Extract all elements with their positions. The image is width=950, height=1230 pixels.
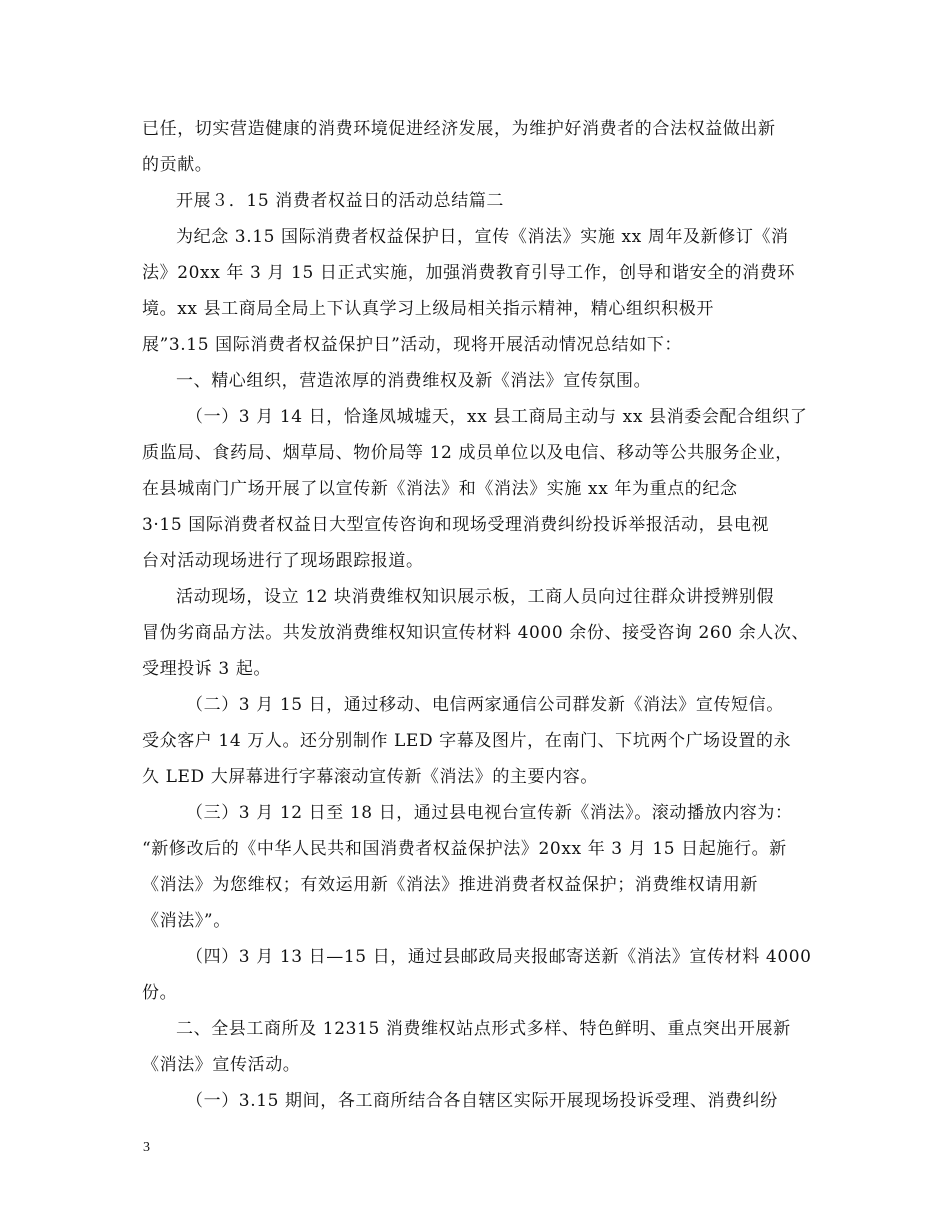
- text-line: 3·15 国际消费者权益日大型宣传咨询和现场受理消费纠纷投诉举报活动，县电视: [142, 515, 770, 535]
- text-line: 《消法》”。: [142, 911, 231, 931]
- text-line: （一）3 月 14 日，恰逢凤城墟天，xx 县工商局主动与 xx 县消委会配合组织了: [186, 407, 808, 427]
- text-line: 受众客户 14 万人。还分别制作 LED 字幕及图片，在南门、下坑两个广场设置的永: [142, 731, 792, 751]
- text-line: 份。: [142, 983, 178, 1003]
- page-number: 3: [143, 1140, 150, 1155]
- text-line: 活动现场，设立 12 块消费维权知识展示板，工商人员向过往群众讲授辨别假: [176, 587, 775, 607]
- text-line: 的贡献。: [142, 155, 213, 175]
- text-line: 一、精心组织，营造浓厚的消费维权及新《消法》宣传氛围。: [176, 371, 652, 391]
- text-line: 《消法》宣传活动。: [142, 1055, 301, 1075]
- text-line: （三）3 月 12 日至 18 日，通过县电视台宣传新《消法》。滚动播放内容为：: [186, 803, 793, 823]
- text-line: 《消法》为您维权；有效运用新《消法》推进消费者权益保护；消费维权请用新: [142, 875, 758, 895]
- text-line: 受理投诉 3 起。: [142, 659, 272, 679]
- text-line: 已任，切实营造健康的消费环境促进经济发展，为维护好消费者的合法权益做出新: [142, 119, 776, 139]
- text-line: 质监局、食药局、烟草局、物价局等 12 成员单位以及电信、移动等公共服务企业，: [142, 443, 793, 463]
- text-line: 为纪念 3.15 国际消费者权益保护日，宣传《消法》实施 xx 周年及新修订《消: [176, 227, 789, 247]
- text-line: 二、全县工商所及 12315 消费维权站点形式多样、特色鲜明、重点突出开展新: [176, 1019, 791, 1039]
- text-line: 在县城南门广场开展了以宣传新《消法》和《消法》实施 xx 年为重点的纪念: [142, 479, 738, 499]
- section-heading: 开展３．15 消费者权益日的活动总结篇二: [176, 191, 505, 211]
- text-line: （二）3 月 15 日，通过移动、电信两家通信公司群发新《消法》宣传短信。: [186, 695, 784, 715]
- text-line: 法》20xx 年 3 月 15 日正式实施，加强消费教育引导工作，创导和谐安全的消费环: [142, 263, 796, 283]
- text-line: （四）3 月 13 日—15 日，通过县邮政局夹报邮寄送新《消法》宣传材料 4000: [186, 947, 812, 967]
- text-line: （一）3.15 期间，各工商所结合各自辖区实际开展现场投诉受理、消费纠纷: [186, 1091, 778, 1111]
- text-line: 冒伪劣商品方法。共发放消费维权知识宣传材料 4000 余份、接受咨询 260 余人次、: [142, 623, 810, 643]
- text-line: “新修改后的《中华人民共和国消费者权益保护法》20xx 年 3 月 15 日起施行。新: [142, 839, 787, 859]
- text-line: 境。xx 县工商局全局上下认真学习上级局相关指示精神，精心组织积极开: [142, 299, 714, 319]
- text-line: 久 LED 大屏幕进行字幕滚动宣传新《消法》的主要内容。: [142, 767, 598, 787]
- text-line: 台对活动现场进行了现场跟踪报道。: [142, 551, 424, 571]
- text-line: 展”3.15 国际消费者权益保护日”活动，现将开展活动情况总结如下：: [142, 335, 683, 355]
